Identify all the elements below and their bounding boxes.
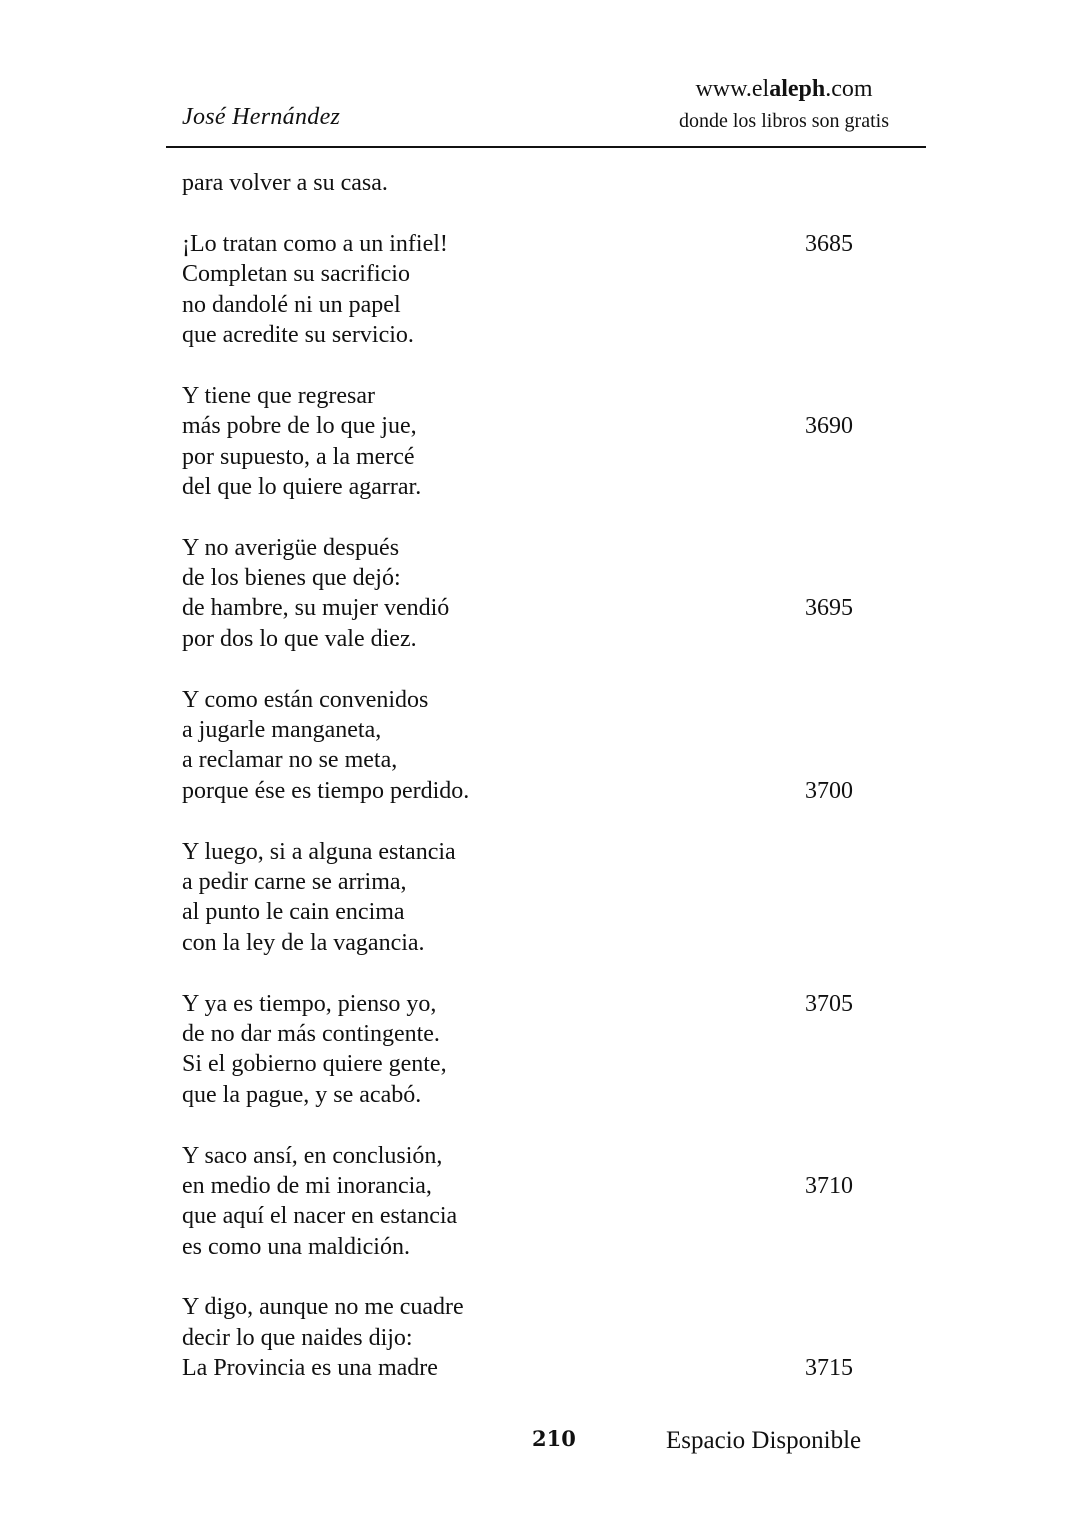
verse-text: Y luego, si a alguna estancia xyxy=(182,838,456,865)
header-tagline: donde los libros son gratis xyxy=(679,110,889,132)
verse-number: 3695 xyxy=(805,595,853,622)
poem-body xyxy=(182,168,882,1384)
verse-line xyxy=(182,259,882,289)
verse-line xyxy=(182,745,882,775)
verse-text: Y digo, aunque no me cuadre xyxy=(182,1294,464,1321)
site-bold: aleph xyxy=(769,76,826,102)
verse-text: en medio de mi inorancia, xyxy=(182,1172,432,1199)
verse-line xyxy=(182,533,882,563)
verse-text: al punto le cain encima xyxy=(182,899,405,926)
verse-text: a jugarle manganeta, xyxy=(182,717,382,744)
footer-note: Espacio Disponible xyxy=(666,1427,862,1454)
header-divider xyxy=(166,146,926,148)
verse-line xyxy=(182,1201,882,1231)
verse-text: es como una maldición. xyxy=(182,1233,410,1260)
verse-text: de no dar más contingente. xyxy=(182,1020,440,1047)
header-author: José Hernández xyxy=(182,104,341,130)
verse-line xyxy=(182,715,882,745)
verse-line xyxy=(182,1292,882,1322)
verse-line xyxy=(182,624,882,654)
verse-line xyxy=(182,1353,882,1383)
stanza-gap xyxy=(182,502,882,532)
verse-line xyxy=(182,1141,882,1171)
verse-text: Si el gobierno quiere gente, xyxy=(182,1051,447,1078)
page-number: 210 xyxy=(532,1426,576,1451)
stanza xyxy=(182,685,882,807)
verse-line xyxy=(182,776,882,806)
verse-text: por dos lo que vale diez. xyxy=(182,625,417,652)
verse-number: 3705 xyxy=(805,990,853,1017)
verse-line xyxy=(182,1080,882,1110)
verse-text: porque ése es tiempo perdido. xyxy=(182,777,470,804)
verse-line xyxy=(182,442,882,472)
verse-number: 3710 xyxy=(805,1172,853,1199)
verse-line xyxy=(182,1323,882,1353)
stanza xyxy=(182,381,882,503)
verse-line xyxy=(182,593,882,623)
verse-text: del que lo quiere agarrar. xyxy=(182,473,422,500)
stanza-gap xyxy=(182,1110,882,1140)
verse-text: que acredite su servicio. xyxy=(182,321,414,348)
verse-text: que aquí el nacer en estancia xyxy=(182,1203,458,1230)
verse-line xyxy=(182,229,882,259)
stanza-gap xyxy=(182,806,882,836)
verse-text: Completan su sacrificio xyxy=(182,261,410,288)
verse-text: que la pague, y se acabó. xyxy=(182,1081,422,1108)
stanza-gap xyxy=(182,1262,882,1292)
stanza-gap xyxy=(182,958,882,988)
verse-number: 3700 xyxy=(805,777,853,804)
verse-line xyxy=(182,563,882,593)
stanza-gap xyxy=(182,654,882,684)
header-site-url[interactable] xyxy=(640,74,928,104)
verse-number: 3690 xyxy=(805,413,853,440)
verse-line xyxy=(182,928,882,958)
verse-text: La Provincia es una madre xyxy=(182,1355,438,1382)
verse-line xyxy=(182,685,882,715)
verse-text: no dandolé ni un papel xyxy=(182,291,401,318)
verse-text: de hambre, su mujer vendió xyxy=(182,595,450,622)
verse-text: para volver a su casa. xyxy=(182,170,388,196)
stanza xyxy=(182,1141,882,1263)
verse-line xyxy=(182,989,882,1019)
stanza-gap xyxy=(182,350,882,380)
verse-line xyxy=(182,1019,882,1049)
verse-line xyxy=(182,320,882,350)
verse-line xyxy=(182,290,882,320)
stanza xyxy=(182,989,882,1111)
verse-line xyxy=(182,1171,882,1201)
stanza xyxy=(182,1292,882,1383)
verse-text: con la ley de la vagancia. xyxy=(182,929,425,956)
stanza xyxy=(182,168,882,198)
verse-text: Y como están convenidos xyxy=(182,686,429,713)
verse-text: de los bienes que dejó: xyxy=(182,565,401,592)
verse-text: más pobre de lo que jue, xyxy=(182,413,417,440)
verse-text: Y no averigüe después xyxy=(182,534,400,561)
verse-line xyxy=(182,1049,882,1079)
verse-line xyxy=(182,472,882,502)
stanza xyxy=(182,837,882,959)
verse-text: Y ya es tiempo, pienso yo, xyxy=(182,990,437,1017)
verse-line xyxy=(182,1232,882,1262)
site-suffix: .com xyxy=(825,76,873,102)
verse-line xyxy=(182,168,882,198)
verse-number: 3685 xyxy=(805,230,853,257)
verse-text: decir lo que naides dijo: xyxy=(182,1324,413,1351)
verse-line xyxy=(182,381,882,411)
verse-text: a reclamar no se meta, xyxy=(182,747,398,774)
site-prefix: www.el xyxy=(695,76,770,102)
verse-text: por supuesto, a la mercé xyxy=(182,443,415,470)
verse-text: Y saco ansí, en conclusión, xyxy=(182,1142,443,1169)
verse-line xyxy=(182,867,882,897)
verse-text: Y tiene que regresar xyxy=(182,382,376,409)
verse-text: ¡Lo tratan como a un infiel! xyxy=(182,230,448,257)
stanza xyxy=(182,229,882,351)
verse-line xyxy=(182,837,882,867)
stanza-gap xyxy=(182,198,882,228)
verse-number: 3715 xyxy=(805,1355,853,1382)
stanza xyxy=(182,533,882,655)
verse-line xyxy=(182,897,882,927)
verse-text: a pedir carne se arrima, xyxy=(182,868,407,895)
verse-line xyxy=(182,411,882,441)
